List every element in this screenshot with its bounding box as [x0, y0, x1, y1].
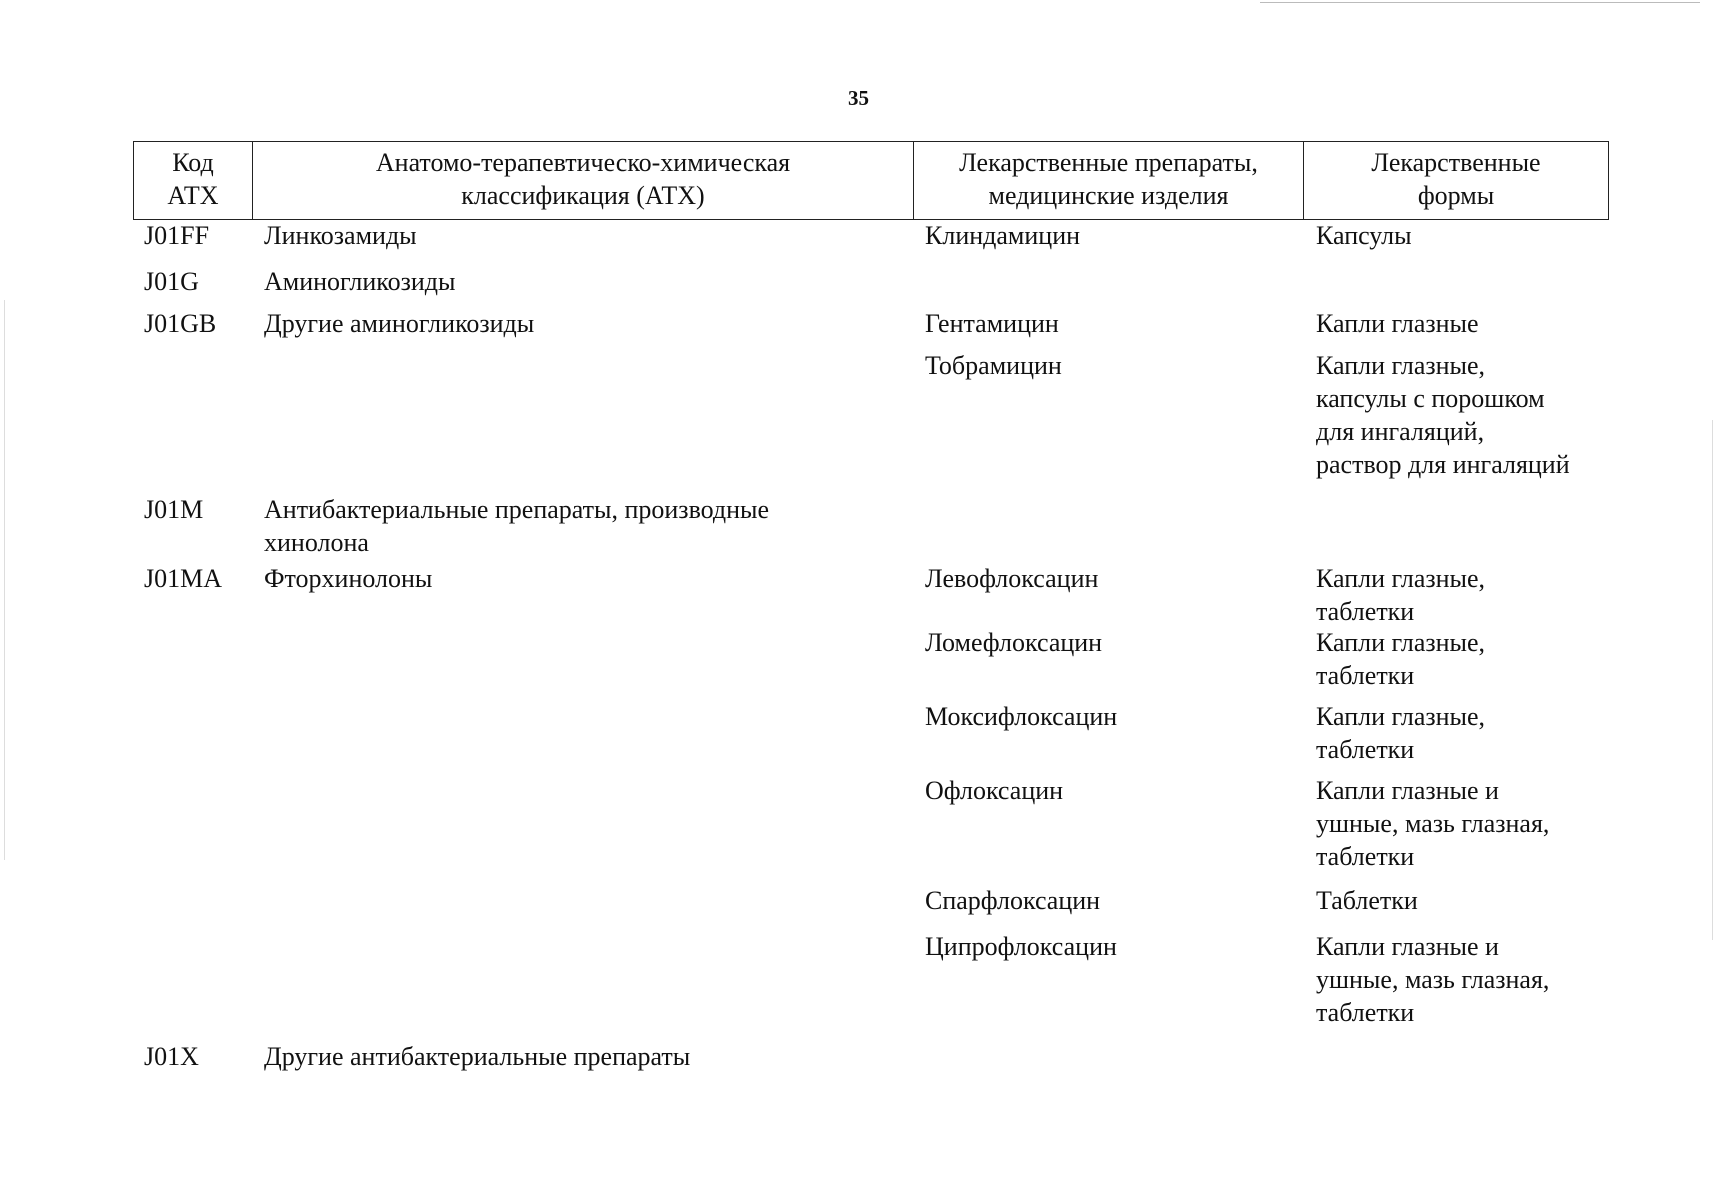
scan-edge-line	[1712, 420, 1713, 940]
row-drug: Клиндамицин	[925, 221, 1081, 250]
row-dosage-form	[1316, 307, 1479, 340]
form-line: для ингаляций,	[1316, 417, 1485, 446]
header-dosage-forms	[1304, 142, 1608, 219]
header-atc-classification	[253, 142, 914, 219]
row-code: J01G	[144, 267, 199, 296]
form-line: ушные, мазь глазная,	[1316, 965, 1550, 994]
form-line: Капли глазные,	[1316, 351, 1486, 380]
form-line: Таблетки	[1316, 886, 1418, 915]
atc-line: Другие аминогликозиды	[264, 309, 535, 338]
row-code: J01MA	[144, 564, 223, 593]
row-atc-name	[264, 219, 417, 252]
form-line: таблетки	[1316, 735, 1415, 764]
row-drug: Левофлоксацин	[925, 564, 1099, 593]
form-line: ушные, мазь глазная,	[1316, 809, 1550, 838]
row-dosage-form	[1316, 884, 1418, 917]
form-line: таблетки	[1316, 661, 1415, 690]
row-dosage-form	[1316, 626, 1485, 692]
row-atc-name	[264, 493, 769, 559]
header-drugs-line: Лекарственные препараты,	[959, 148, 1258, 177]
page-number: 35	[848, 86, 869, 110]
form-line: таблетки	[1316, 998, 1415, 1027]
row-dosage-form	[1316, 774, 1549, 873]
form-line: Капли глазные и	[1316, 776, 1499, 805]
form-line: таблетки	[1316, 842, 1415, 871]
header-drugs-line: медицинские изделия	[988, 181, 1229, 210]
form-line: Капли глазные,	[1316, 564, 1486, 593]
row-code: J01X	[144, 1042, 199, 1071]
row-code: J01M	[144, 495, 204, 524]
row-drug: Ципрофлоксацин	[925, 932, 1117, 961]
header-code	[134, 142, 253, 219]
header-code-line: АТХ	[167, 181, 219, 210]
atc-line: Антибактериальные препараты, производные	[264, 495, 770, 524]
row-code: J01FF	[144, 221, 210, 250]
header-atc-line: классификация (АТХ)	[461, 181, 705, 210]
form-line: Капли глазные,	[1316, 702, 1486, 731]
row-code: J01GB	[144, 309, 217, 338]
row-atc-name	[264, 265, 455, 298]
row-dosage-form	[1316, 349, 1570, 481]
form-line: таблетки	[1316, 597, 1415, 626]
header-forms-line: Лекарственные	[1371, 148, 1541, 177]
atc-line: хинолона	[264, 528, 369, 557]
atc-line: Аминогликозиды	[264, 267, 456, 296]
row-dosage-form	[1316, 219, 1412, 252]
row-drug: Спарфлоксацин	[925, 886, 1101, 915]
atc-line: Линкозамиды	[264, 221, 417, 250]
header-atc-line: Анатомо-терапевтическо-химическая	[375, 148, 791, 177]
row-drug: Ломефлоксацин	[925, 628, 1103, 657]
atc-line: Другие антибактериальные препараты	[264, 1042, 691, 1071]
form-line: капсулы с порошком	[1316, 384, 1545, 413]
row-dosage-form	[1316, 700, 1485, 766]
form-line: Капли глазные и	[1316, 932, 1499, 961]
row-drug: Моксифлоксацин	[925, 702, 1118, 731]
header-forms-line: формы	[1417, 181, 1495, 210]
header-drugs	[914, 142, 1304, 219]
form-line: Капсулы	[1316, 221, 1412, 250]
row-atc-name	[264, 307, 534, 340]
form-line: Капли глазные	[1316, 309, 1479, 338]
row-drug: Гентамицин	[925, 309, 1059, 338]
form-line: Капли глазные,	[1316, 628, 1486, 657]
row-dosage-form	[1316, 562, 1485, 628]
header-code-line: Код	[172, 148, 214, 177]
row-atc-name	[264, 562, 432, 595]
atc-line: Фторхинолоны	[264, 564, 433, 593]
scan-edge-line	[1260, 2, 1700, 3]
row-drug: Тобрамицин	[925, 351, 1062, 380]
row-drug: Офлоксацин	[925, 776, 1064, 805]
form-line: раствор для ингаляций	[1316, 450, 1570, 479]
scan-edge-line	[4, 300, 5, 860]
table-header	[133, 141, 1609, 220]
row-atc-name	[264, 1040, 690, 1073]
row-dosage-form	[1316, 930, 1549, 1029]
